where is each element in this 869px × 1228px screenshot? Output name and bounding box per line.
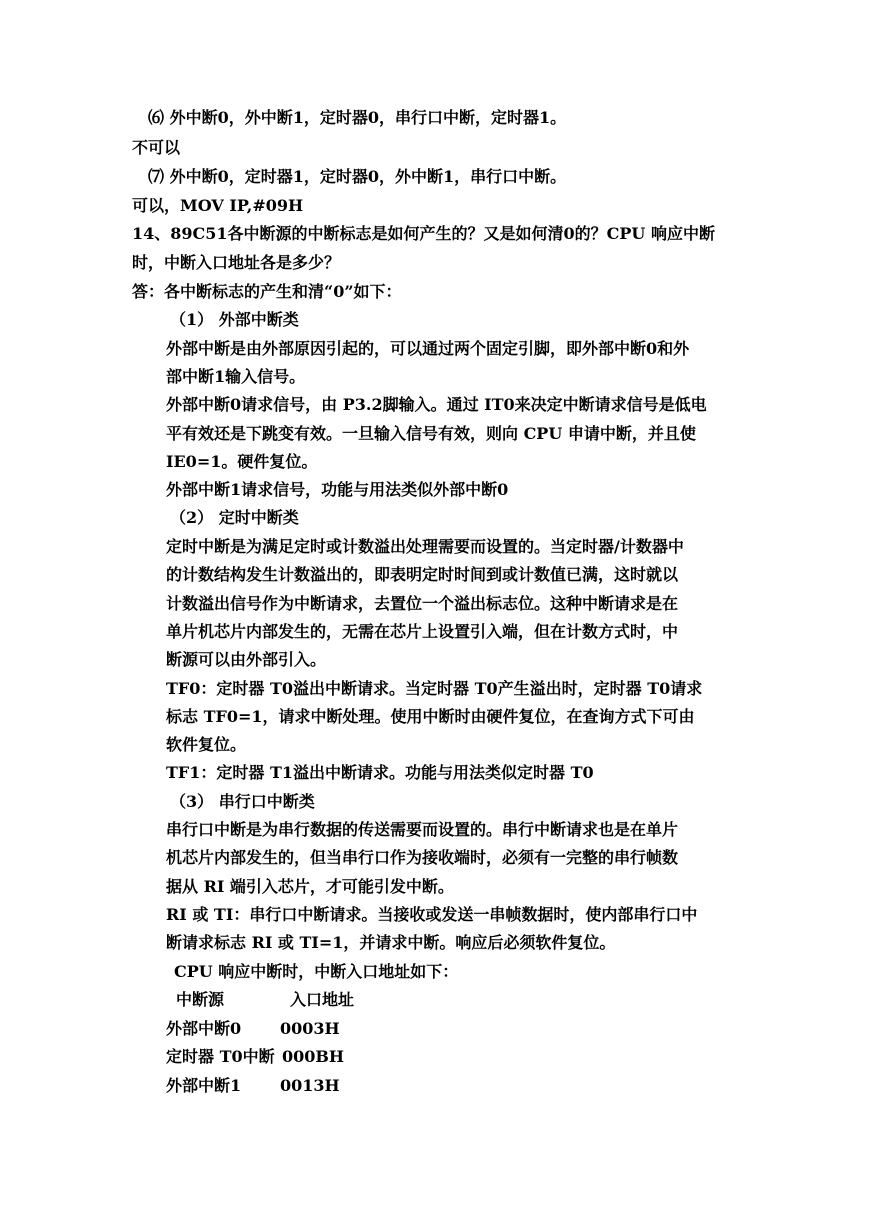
section-1-heading: （1） 外部中断类: [170, 310, 299, 329]
paragraph-text: 部中断1输入信号。: [166, 367, 306, 386]
option-6-answer: 不可以: [132, 138, 181, 157]
section-2-heading: （2） 定时中断类: [170, 508, 299, 527]
table-header-address: 入口地址: [290, 990, 355, 1009]
paragraph-text: 断请求标志 RI 或 TI=1，并请求中断。响应后必须软件复位。: [166, 933, 616, 952]
table-row-source: 外部中断0: [166, 1019, 242, 1038]
paragraph-text: TF1：定时器 T1溢出中断请求。功能与用法类似定时器 T0: [166, 763, 594, 782]
paragraph-text: 软件复位。: [166, 735, 247, 754]
paragraph-text: 外部中断是由外部原因引起的，可以通过两个固定引脚，即外部中断0和外: [166, 339, 690, 358]
paragraph-text: 单片机芯片内部发生的，无需在芯片上设置引入端，但在计数方式时，中: [166, 622, 679, 641]
table-row-address: 0003H: [280, 1019, 340, 1038]
table-row-source: 外部中断1: [166, 1076, 242, 1095]
paragraph-text: 串行口中断是为串行数据的传送需要而设置的。串行中断请求也是在单片: [166, 820, 679, 839]
table-header-source: 中断源: [176, 990, 225, 1009]
paragraph-text: 定时中断是为满足定时或计数溢出处理需要而设置的。当定时器/计数器中: [166, 537, 684, 556]
paragraph-text: RI 或 TI：串行口中断请求。当接收或发送一串帧数据时，使内部串行口中: [166, 905, 698, 924]
paragraph-text: 计数溢出信号作为中断请求，去置位一个溢出标志位。这种中断请求是在: [166, 594, 679, 613]
answer-intro: 答：各中断标志的产生和清“0”如下：: [132, 282, 402, 301]
table-row-address: 0013H: [280, 1076, 340, 1095]
paragraph-text: 机芯片内部发生的，但当串行口作为接收端时，必须有一完整的串行帧数: [166, 848, 679, 867]
question-14-line-1: 14、89C51各中断源的中断标志是如何产生的？又是如何清0的？CPU 响应中断: [132, 224, 715, 243]
paragraph-text: 标志 TF0=1，请求中断处理。使用中断时由硬件复位，在查询方式下可由: [166, 707, 695, 726]
section-3-heading: （3） 串行口中断类: [170, 792, 315, 811]
paragraph-text: TF0：定时器 T0溢出中断请求。当定时器 T0产生溢出时，定时器 T0请求: [166, 679, 703, 698]
paragraph-text: 外部中断0请求信号，由 P3.2脚输入。通过 IT0来决定中断请求信号是低电: [166, 395, 707, 414]
paragraph-text: IE0=1。硬件复位。: [166, 452, 318, 471]
question-14-line-2: 时，中断入口地址各是多少？: [132, 253, 341, 272]
paragraph-text: 断源可以由外部引入。: [166, 650, 327, 669]
entry-address-intro: CPU 响应中断时，中断入口地址如下：: [174, 962, 459, 981]
table-row-source: 定时器 T0中断: [166, 1047, 275, 1066]
paragraph-text: 外部中断1请求信号，功能与用法类似外部中断0: [166, 480, 509, 499]
table-row-address: 000BH: [282, 1047, 345, 1066]
paragraph-text: 平有效还是下跳变有效。一旦输入信号有效，则向 CPU 申请中断，并且使: [166, 424, 696, 443]
option-7-answer: 可以，MOV IP,#09H: [132, 196, 304, 215]
paragraph-text: 据从 RI 端引入芯片，才可能引发中断。: [166, 877, 454, 896]
paragraph-text: 的计数结构发生计数溢出的，即表明定时时间到或计数值已满，这时就以: [166, 565, 679, 584]
option-6: ⑹ 外中断0，外中断1，定时器0，串行口中断，定时器1。: [148, 108, 567, 127]
option-7: ⑺ 外中断0，定时器1，定时器0，外中断1，串行口中断。: [148, 167, 567, 186]
